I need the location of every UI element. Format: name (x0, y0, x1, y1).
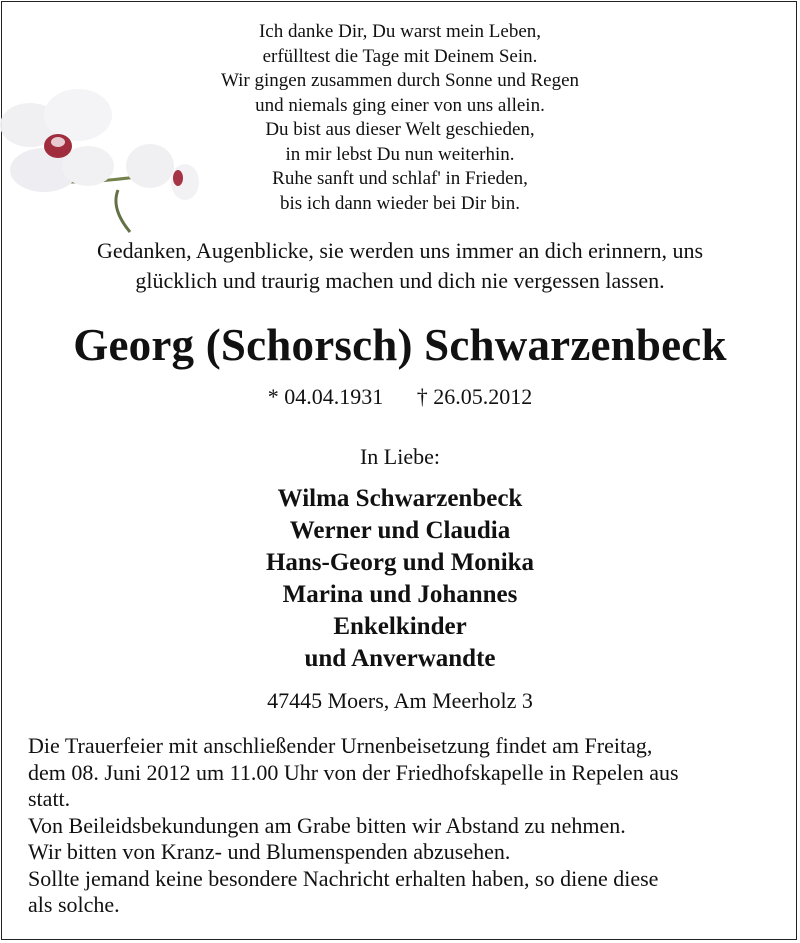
thoughts-line: Gedanken, Augenblicke, sie werden uns immer an dich erinnern, uns (96, 238, 704, 263)
poem-line: bis ich dann wieder bei Dir bin. (279, 192, 521, 214)
mourner: Enkelkinder (333, 613, 467, 640)
funeral-notice (28, 733, 778, 919)
poem (0, 20, 800, 216)
notice-line: Sollte jemand keine besondere Nachricht erhalten haben, so diene diese (28, 865, 659, 891)
mourner: Hans-Georg und Monika (265, 549, 535, 576)
poem-line: Du bist aus dieser Welt geschieden, (265, 119, 535, 140)
mourner: Marina und Johannes (282, 581, 518, 608)
deceased-name: Georg (Schorsch) Schwarzenbeck (73, 320, 727, 370)
notice-line: dem 08. Juni 2012 um 11.00 Uhr von der Friedhofskapelle in Repelen aus (28, 759, 679, 785)
notice-line: Von Beileidsbekundungen am Grabe bitten wir Abstand zu nehmen. (28, 812, 626, 838)
birth-date: * 04.04.1931 (267, 384, 384, 409)
poem-line: in mir lebst Du nun weiterhin. (285, 143, 515, 165)
in-love-label: In Liebe: (359, 444, 441, 469)
life-dates (0, 382, 800, 412)
notice-line: Wir bitten von Kranz- und Blumenspenden abzusehen. (28, 839, 511, 864)
poem-line: Ruhe sanft und schlaf' in Frieden, (272, 168, 528, 189)
notice-line: Die Trauerfeier mit anschließender Urnenbeisetzung findet am Freitag, (28, 733, 653, 758)
thoughts-line: glücklich und traurig machen und dich nie vergessen lassen. (135, 268, 665, 293)
mourner: Werner und Claudia (289, 517, 511, 544)
poem-line: erfülltest die Tage mit Deinem Sein. (262, 45, 538, 67)
mourners-list (0, 483, 800, 675)
thoughts-text (0, 236, 800, 296)
mourner: Wilma Schwarzenbeck (277, 485, 523, 512)
mourner: und Anverwandte (304, 645, 496, 672)
notice-line: als solche. (28, 892, 120, 917)
address: 47445 Moers, Am Meerholz 3 (267, 688, 533, 713)
notice-line: statt. (28, 786, 71, 811)
death-date: † 26.05.2012 (416, 384, 533, 409)
poem-line: Wir gingen zusammen durch Sonne und Regen (220, 70, 580, 91)
poem-line: und niemals ging einer von uns allein. (255, 94, 545, 116)
poem-line: Ich danke Dir, Du warst mein Leben, (258, 21, 542, 42)
